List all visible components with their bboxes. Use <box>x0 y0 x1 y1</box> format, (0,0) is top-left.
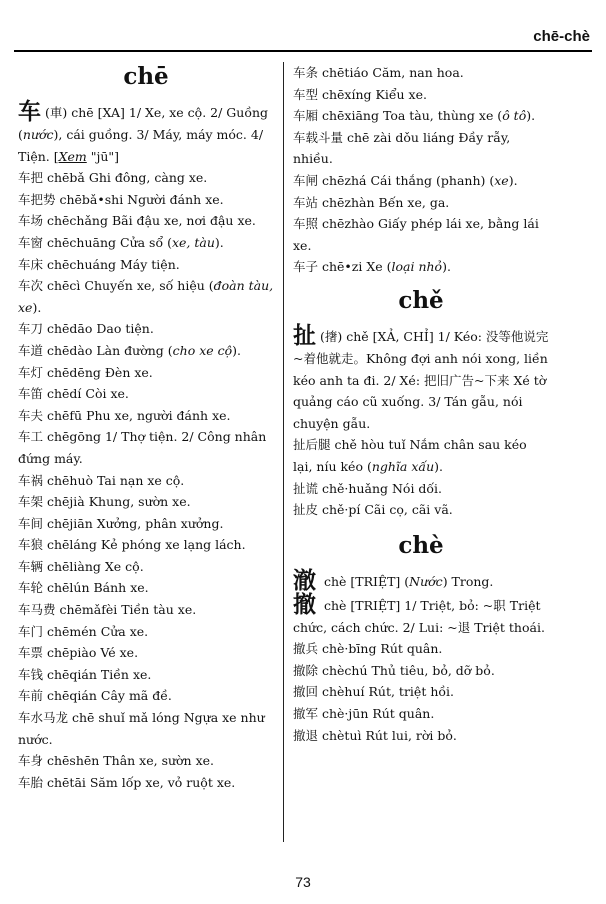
dict-entry: 扯皮 chě·pí Cãi cọ, cãi vã. <box>293 502 453 518</box>
dict-entry: 车子 chē•zi Xe (loại nhỏ). <box>293 259 451 275</box>
dict-entry: 撤除 chèchú Thủ tiêu, bỏ, dỡ bỏ. <box>293 662 495 678</box>
main-body2: ), cái guồng. 3/ Máy, máy móc. 4/ Tiện. [ <box>18 127 264 164</box>
dict-entry: 车站 chēzhàn Bến xe, ga. <box>293 194 450 210</box>
dict-entry: 撤回 chèhuí Rút, triệt hồi. <box>293 684 454 700</box>
main-hanzi: 撤 <box>293 590 316 618</box>
dict-entry: 车载斗量 chē zài dǒu liáng Đầy rẫy, nhiều. <box>293 129 511 167</box>
dict-entry: 车道 chēdào Làn đường (cho xe cộ). <box>18 342 241 358</box>
dict-entry: 车门 chēmén Cửa xe. <box>18 623 149 639</box>
dict-entry: 车把势 chēbǎ•shi Người đánh xe. <box>18 191 224 207</box>
main-entry-che4-a <box>293 566 549 594</box>
main-body: chè [TRIỆT] 1/ Triệt, bỏ: ~职 Triệt chức, cách chức. 2/ Lui: ~退 Triệt thoái. <box>293 597 545 635</box>
dict-entry: 车工 chēgōng 1/ Thợ tiện. 2/ Công nhân đứng máy. <box>18 429 267 466</box>
column-divider <box>283 62 284 842</box>
section-heading-che1: chē <box>123 63 169 90</box>
dict-entry: 车票 chēpiào Vé xe. <box>18 645 139 661</box>
dict-entry: 车身 chēshēn Thân xe, sườn xe. <box>18 753 215 769</box>
left-entry-list <box>18 167 274 793</box>
main-entry-che3 <box>293 321 549 434</box>
dict-entry: 车架 chējià Khung, sườn xe. <box>18 494 191 510</box>
dict-entry: 车轮 chēlún Bánh xe. <box>18 580 149 596</box>
page-number: 73 <box>295 874 311 890</box>
dict-entry: 车钱 chēqián Tiền xe. <box>18 666 152 682</box>
dict-entry: 车厢 chēxiāng Toa tàu, thùng xe (ô tô). <box>293 108 536 124</box>
dict-entry: 车窗 chēchuāng Cửa sổ (xe, tàu). <box>18 234 224 250</box>
main-body: chě [XẢ, CHỈ] 1/ Kéo: 没等他说完~着他就走。Không đợi anh nói xong, liền kéo anh ta đi. 2/ Xé: 把旧广告~下来 Xé tờ quảng cáo cũ xuống. 3/ Tán gẫu, nói chuyện gẫu. <box>293 328 549 431</box>
section-heading-che4: chè <box>398 531 444 559</box>
dict-entry: 撤军 chè·jūn Rút quân. <box>293 706 435 722</box>
left-column <box>18 62 274 793</box>
dict-entry: 车水马龙 chē shuǐ mǎ lóng Ngựa xe như nước. <box>18 710 265 747</box>
main-trad: (撦) <box>320 328 343 344</box>
main-italic: nước <box>22 127 54 142</box>
main-entry-che4-b <box>293 590 549 639</box>
dict-entry: 扯谎 chě·huǎng Nói dối. <box>293 480 443 496</box>
main-body: chē [XA] 1/ Xe, xe cộ. 2/ Guồng ( <box>18 105 269 142</box>
dict-entry: 车照 chēzhào Giấy phép lái xe, bằng lái xe. <box>293 216 539 253</box>
main-xem: Xem <box>58 148 87 164</box>
header-title: chē-chè <box>533 28 590 45</box>
dict-entry: 车夫 chēfū Phu xe, người đánh xe. <box>18 407 231 423</box>
dict-entry: 车条 chētiáo Căm, nan hoa. <box>293 65 464 80</box>
right-entry-list <box>293 62 549 278</box>
main-italic: Nước <box>409 573 443 589</box>
main-hanzi: 扯 <box>293 321 316 349</box>
dict-entry: 车闸 chēzhá Cái thắng (phanh) (xe). <box>293 172 518 188</box>
main-body: chè [TRIỆT] ( <box>323 573 410 589</box>
dict-entry: 车刀 chēdāo Dao tiện. <box>18 321 154 337</box>
dict-entry: 车笛 chēdí Còi xe. <box>18 386 129 402</box>
dict-entry: 车祸 chēhuò Tai nạn xe cộ. <box>18 472 185 488</box>
dict-entry: 撤兵 chè·bīng Rút quân. <box>293 641 443 657</box>
dict-entry: 车胎 chētāi Săm lốp xe, vỏ ruột xe. <box>18 774 236 790</box>
dict-entry: 车狼 chēláng Kẻ phóng xe lạng lách. <box>18 537 246 553</box>
dict-entry: 车间 chējiān Xưởng, phân xưởng. <box>18 515 224 531</box>
dict-entry: 车场 chēchǎng Bãi đậu xe, nơi đậu xe. <box>18 213 256 229</box>
right-column <box>293 62 549 746</box>
main-hanzi: 澈 <box>293 566 316 594</box>
main-tail: ) Trong. <box>442 573 494 589</box>
main-hanzi: 车 <box>18 98 41 125</box>
page-header <box>14 28 592 52</box>
main-entry-che1 <box>18 100 274 167</box>
dict-entry: 车次 chēcì Chuyến xe, số hiệu (đoàn tàu, xe). <box>18 278 274 315</box>
dict-entry: 车把 chēbǎ Ghi đông, càng xe. <box>18 170 208 186</box>
dict-entry: 车床 chēchuáng Máy tiện. <box>18 256 180 272</box>
main-body3: "jū"] <box>86 148 120 164</box>
dict-entry: 车前 chēqián Cây mã đề. <box>18 688 172 704</box>
dict-entry: 车马费 chēmǎfèi Tiền tàu xe. <box>18 602 197 618</box>
dict-entry: 扯后腿 chě hòu tuǐ Nắm chân sau kéo lại, níu kéo (nghĩa xấu). <box>293 437 527 474</box>
dict-entry: 车灯 chēdēng Đèn xe. <box>18 364 153 380</box>
main-trad: (車) <box>45 105 68 120</box>
section-heading-che3: chě <box>398 286 444 314</box>
dict-entry: 撤退 chètuì Rút lui, rời bỏ. <box>293 727 457 743</box>
dict-entry: 车型 chēxíng Kiểu xe. <box>293 86 427 102</box>
dict-entry: 车辆 chēliàng Xe cộ. <box>18 558 144 574</box>
